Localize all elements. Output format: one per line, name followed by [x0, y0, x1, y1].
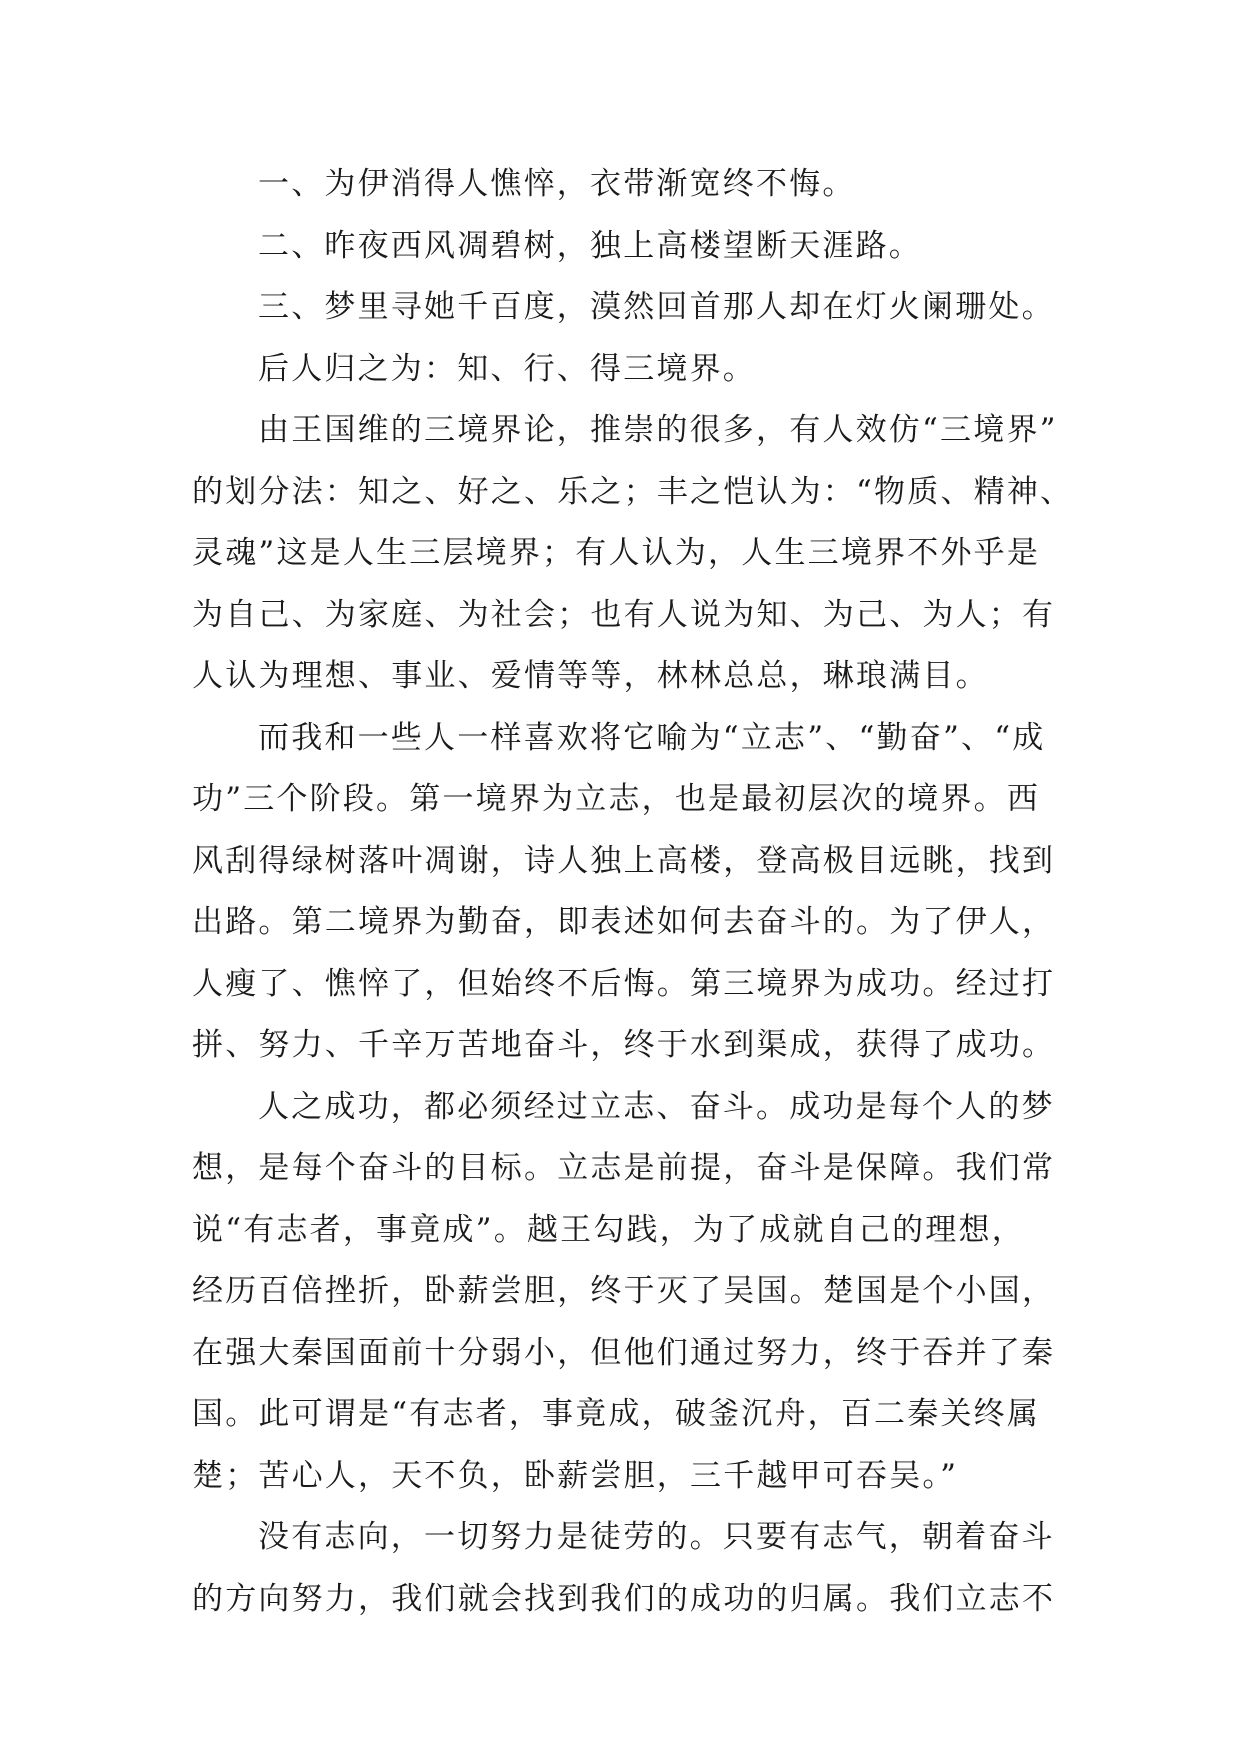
text-line: 一、为伊消得人憔悴，衣带渐宽终不悔。	[258, 166, 856, 202]
text-line: 灵魂”这是人生三层境界；有人认为，人生三境界不外乎是	[192, 535, 1041, 571]
text-line: 没有志向，一切努力是徒劳的。只要有志气，朝着奋斗	[258, 1519, 1055, 1555]
text-line: 楚；苦心人，天不负，卧薪尝胆，三千越甲可吞吴。”	[192, 1457, 959, 1494]
text-line: 二、昨夜西风凋碧树，独上高楼望断天涯路。	[258, 227, 922, 264]
text-line: 国。此可谓是“有志者，事竟成，破釜沉舟，百二秦关终属	[192, 1396, 1041, 1432]
text-line: 后人归之为：知、行、得三境界。	[258, 350, 756, 387]
text-line: 的方向努力，我们就会找到我们的成功的归属。我们立志不	[192, 1580, 1056, 1617]
text-line: 风刮得绿树落叶凋谢，诗人独上高楼，登高极目远眺，找到	[192, 842, 1056, 879]
text-line: 说“有志者，事竟成”。越王勾践，为了成就自己的理想，	[192, 1211, 1025, 1248]
text-line: 在强大秦国面前十分弱小，但他们通过努力，终于吞并了秦	[192, 1334, 1056, 1371]
text-line: 人之成功，都必须经过立志、奋斗。成功是每个人的梦	[258, 1088, 1055, 1125]
text-line: 功”三个阶段。第一境界为立志，也是最初层次的境界。西	[192, 781, 1041, 817]
text-line: 经历百倍挫折，卧薪尝胆，终于灭了吴国。楚国是个小国，	[192, 1273, 1056, 1309]
text-line: 人认为理想、事业、爱情等等，林林总总，琳琅满目。	[192, 658, 989, 694]
text-line: 想，是每个奋斗的目标。立志是前提，奋斗是保障。我们常	[192, 1150, 1056, 1186]
text-line: 而我和一些人一样喜欢将它喻为“立志”、“勤奋”、“成	[258, 719, 1046, 756]
text-line: 拼、努力、千辛万苦地奋斗，终于水到渠成，获得了成功。	[192, 1027, 1056, 1063]
text-line: 人瘦了、憔悴了，但始终不后悔。第三境界为成功。经过打	[192, 965, 1056, 1002]
text-line: 由王国维的三境界论，推崇的很多，有人效仿“三境界”	[258, 412, 1058, 448]
text-line: 三、梦里寻她千百度，漠然回首那人却在灯火阑珊处。	[258, 289, 1055, 325]
text-line: 为自己、为家庭、为社会；也有人说为知、为己、为人；有	[192, 596, 1056, 633]
document-body	[192, 154, 1072, 1630]
text-line: 的划分法：知之、好之、乐之；丰之恺认为：“物质、精神、	[192, 473, 1074, 510]
text-line: 出路。第二境界为勤奋，即表述如何去奋斗的。为了伊人，	[192, 904, 1056, 940]
